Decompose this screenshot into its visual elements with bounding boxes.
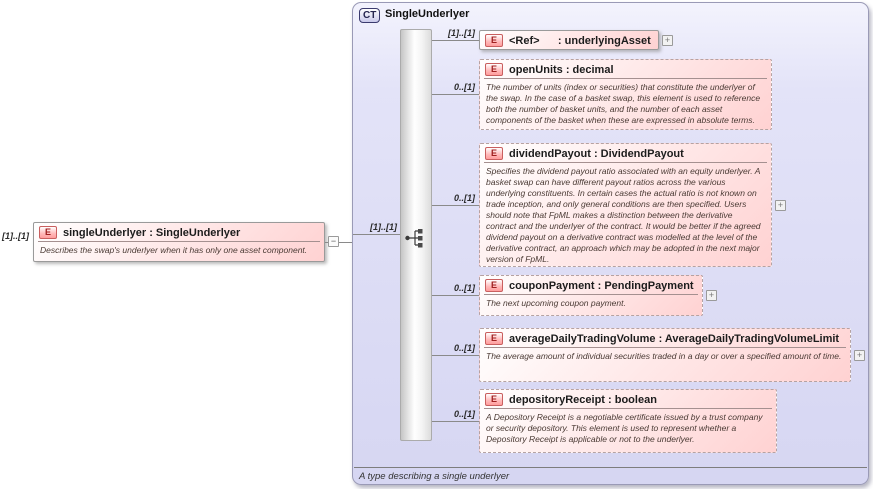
occurrence-label: 0..[1] — [453, 409, 475, 419]
occurrence-label: 0..[1] — [453, 343, 475, 353]
element-box-depositoryReceipt[interactable] — [479, 389, 777, 453]
root-occurrence-label: [1]..[1] — [2, 231, 29, 241]
element-box-couponPayment[interactable] — [479, 275, 703, 316]
complex-type-container[interactable] — [352, 2, 869, 485]
connector-openUnits — [432, 94, 479, 95]
occurrence-label: [1]..[1] — [448, 28, 475, 38]
element-box-openUnits[interactable] — [479, 59, 772, 130]
sequence-occurrence-label: [1]..[1] — [370, 222, 397, 232]
expand-button[interactable]: + — [775, 200, 786, 211]
occurrence-label: 0..[1] — [453, 193, 475, 203]
element-title: <Ref> : underlyingAsset — [509, 34, 651, 47]
element-description: The number of units (index or securities) that constitute the underlyer of the swap. In the case of a basket swap, this element is used to reference both the number of basket units, and the number of each asset components of the basket when these are expressed in absolute terms. — [486, 82, 761, 125]
element-icon: E — [39, 226, 57, 239]
expand-button[interactable]: + — [706, 290, 717, 301]
sequence-icon — [404, 227, 430, 249]
connector-depositoryReceipt — [432, 421, 479, 422]
element-icon: E — [485, 63, 503, 76]
complex-type-title: SingleUnderlyer — [385, 8, 470, 20]
connector-ref — [432, 40, 479, 41]
connector-couponPayment — [432, 295, 479, 296]
connector-averageDailyTradingVolume — [432, 355, 479, 356]
element-title: depositoryReceipt : boolean — [509, 393, 657, 406]
element-icon: E — [485, 34, 503, 47]
element-description: Specifies the dividend payout ratio associated with an equity underlyer. A basket swap can have different payout ratios across the various underlying constituents. In certain cases the actual ratio is not known on trade inception, and only general conditions are then specified. Users should note that FpML makes a distinction between the derivative contract and the underlyer of the contract. It would be better if the agreed dividend payout on a derivative contract was modelled at the level of the derivative contract, an approach which may be adopted in the next major version of FpML. — [486, 166, 761, 264]
root-element-title: singleUnderlyer : SingleUnderlyer — [63, 226, 241, 239]
element-title: openUnits : decimal — [509, 63, 614, 76]
element-icon: E — [485, 332, 503, 345]
element-box-averageDailyTradingVolume[interactable] — [479, 328, 851, 382]
root-element-box-singleUnderlyer[interactable] — [33, 222, 325, 262]
element-icon: E — [485, 279, 503, 292]
element-title: couponPayment : PendingPayment — [509, 279, 694, 292]
expand-button[interactable]: + — [854, 350, 865, 361]
occurrence-label: 0..[1] — [453, 82, 475, 92]
footer-divider — [354, 467, 867, 468]
expand-button[interactable]: + — [662, 35, 673, 46]
element-description: A Depository Receipt is a negotiable certificate issued by a trust company or security depository. This element is used to represent whether a Depository Receipt is applicable or not to the underlyer. — [486, 412, 763, 444]
element-title: averageDailyTradingVolume : AverageDailyTradingVolumeLimit — [509, 332, 840, 345]
element-description: The next upcoming coupon payment. — [486, 298, 626, 308]
connector-dividendPayout — [432, 205, 479, 206]
element-box-ref-underlyingAsset[interactable] — [479, 30, 659, 50]
element-icon: E — [485, 393, 503, 406]
element-description: The average amount of individual securities traded in a day or over a specified amount of time. — [486, 351, 842, 361]
element-title: dividendPayout : DividendPayout — [509, 147, 684, 160]
root-element-description: Describes the swap's underlyer when it has only one asset component. — [40, 245, 308, 255]
connector-to-sequence — [353, 234, 400, 235]
complex-type-badge: CT — [359, 8, 380, 23]
complex-type-footer-description: A type describing a single underlyer — [359, 471, 510, 482]
collapse-button[interactable]: − — [328, 236, 339, 247]
element-box-dividendPayout[interactable] — [479, 143, 772, 267]
element-icon: E — [485, 147, 503, 160]
occurrence-label: 0..[1] — [453, 283, 475, 293]
